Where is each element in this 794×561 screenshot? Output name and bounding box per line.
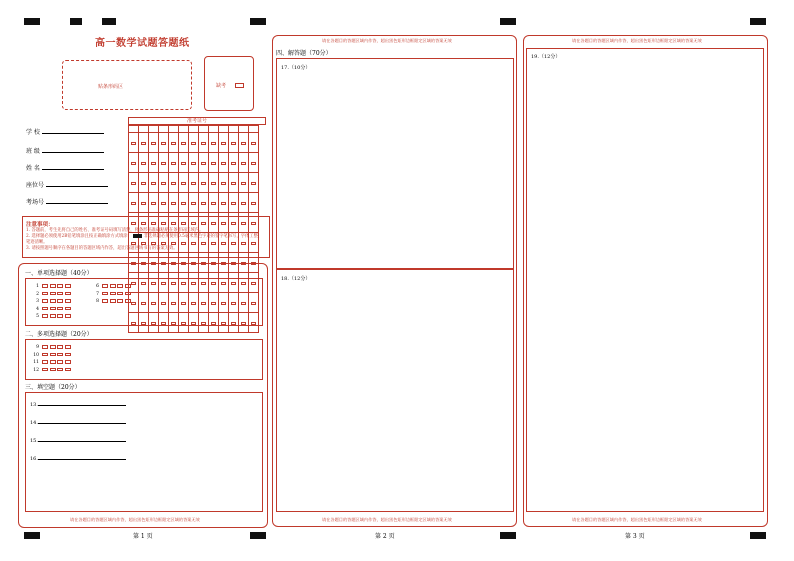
fill-blank-row[interactable] — [30, 402, 126, 408]
exam-digit-entry-cell[interactable] — [229, 126, 239, 133]
exam-digit-entry-cell[interactable] — [139, 126, 149, 133]
notice-line: 2. 选择题必须使用2B铅笔填涂且按正确填涂方式填涂： 非选择题必须使用0.5毫米黑色字迹的签字笔书写，字体工整、笔迹清晰。 — [26, 234, 263, 245]
page-number: 第 1 页 — [133, 533, 153, 540]
option-bubble[interactable] — [50, 353, 56, 357]
bubble[interactable] — [181, 162, 186, 165]
option-bubble[interactable] — [65, 353, 71, 357]
exam-digit-bubble[interactable] — [249, 153, 259, 173]
bubble[interactable] — [231, 182, 236, 185]
option-bubble[interactable] — [57, 368, 63, 372]
question-row — [30, 307, 72, 313]
question-number: 2 — [36, 291, 39, 297]
exam-digit-bubble[interactable] — [139, 173, 149, 193]
option-bubble[interactable] — [57, 345, 63, 349]
option-bubble[interactable] — [50, 284, 56, 288]
option-bubble[interactable] — [57, 360, 63, 364]
question-19-label: 19.（12分） — [531, 54, 561, 60]
absent-checkbox[interactable] — [235, 83, 244, 88]
page-number: 第 2 页 — [375, 533, 395, 540]
bubble[interactable] — [161, 182, 166, 185]
bubble[interactable] — [141, 182, 146, 185]
barcode-area — [62, 60, 192, 110]
exam-digit-bubble[interactable] — [179, 193, 189, 213]
registration-mark — [750, 532, 766, 539]
bubble[interactable] — [211, 202, 216, 205]
registration-mark — [500, 18, 516, 25]
exam-digit-bubble[interactable] — [219, 133, 229, 153]
bubble[interactable] — [171, 202, 176, 205]
bubble[interactable] — [241, 142, 246, 145]
question-number: 8 — [96, 299, 99, 305]
exam-digit-bubble[interactable] — [129, 193, 139, 213]
field-class[interactable] — [26, 146, 116, 163]
bubble[interactable] — [181, 142, 186, 145]
bubble[interactable] — [151, 142, 156, 145]
option-bubble[interactable] — [117, 292, 123, 296]
bubble[interactable] — [161, 202, 166, 205]
option-bubble[interactable] — [57, 314, 63, 318]
bubble[interactable] — [251, 162, 256, 165]
exam-digit-bubble[interactable] — [249, 173, 259, 193]
multi-choice-box — [25, 339, 263, 380]
exam-digit-bubble[interactable] — [169, 173, 179, 193]
exam-digit-bubble[interactable] — [209, 153, 219, 173]
fill-blank-row[interactable] — [30, 420, 126, 426]
bubble[interactable] — [221, 162, 226, 165]
option-bubble[interactable] — [117, 299, 123, 303]
bubble[interactable] — [201, 202, 206, 205]
exam-digit-bubble[interactable] — [129, 153, 139, 173]
exam-number-label: 准考证号 — [128, 117, 266, 125]
exam-digit-bubble[interactable] — [219, 173, 229, 193]
bubble[interactable] — [161, 162, 166, 165]
bubble[interactable] — [181, 202, 186, 205]
option-bubble[interactable] — [50, 307, 56, 311]
bubble[interactable] — [221, 202, 226, 205]
option-bubble[interactable] — [57, 292, 63, 296]
option-bubble[interactable] — [42, 284, 48, 288]
registration-mark — [250, 18, 266, 25]
bubble[interactable] — [151, 202, 156, 205]
field-label: 姓 名 — [26, 165, 40, 172]
question-row — [30, 299, 72, 305]
question-row — [30, 353, 72, 359]
question-number: 6 — [96, 284, 99, 290]
fill-blank-line[interactable] — [38, 405, 126, 406]
bubble[interactable] — [191, 162, 196, 165]
bubble[interactable] — [191, 202, 196, 205]
option-bubble[interactable] — [57, 307, 63, 311]
exam-digit-entry-cell[interactable] — [249, 126, 259, 133]
bubble[interactable] — [201, 162, 206, 165]
option-bubble[interactable] — [125, 284, 131, 288]
exam-digit-bubble[interactable] — [179, 153, 189, 173]
bubble[interactable] — [151, 162, 156, 165]
section-answer-title: 四、解答题（70分） — [276, 50, 332, 57]
student-info-fields — [26, 127, 116, 214]
absent-area — [204, 56, 254, 111]
bubble[interactable] — [231, 202, 236, 205]
question-row — [30, 345, 72, 351]
registration-mark — [750, 18, 766, 25]
bubble[interactable] — [221, 142, 226, 145]
option-bubble[interactable] — [50, 299, 56, 303]
option-bubble[interactable] — [57, 353, 63, 357]
question-number: 10 — [33, 352, 39, 358]
option-bubble[interactable] — [102, 284, 108, 288]
section-single-title: 一、单项选择题（40分） — [25, 270, 93, 277]
field-seat[interactable] — [26, 180, 116, 197]
exam-digit-bubble[interactable] — [159, 173, 169, 193]
exam-digit-bubble[interactable] — [189, 133, 199, 153]
exam-digit-bubble[interactable] — [229, 173, 239, 193]
notice-line: 1. 答题前，考生先将自己的姓名、准考证号码填写清楚，将条形码准确粘贴在条形码区域内。 — [26, 228, 204, 233]
option-bubble[interactable] — [50, 345, 56, 349]
option-bubble[interactable] — [110, 292, 116, 296]
exam-digit-bubble[interactable] — [129, 133, 139, 153]
fill-blank-number: 14. — [30, 420, 38, 426]
bubble[interactable] — [141, 162, 146, 165]
bubble[interactable] — [141, 142, 146, 145]
exam-digit-bubble[interactable] — [179, 133, 189, 153]
bubble[interactable] — [211, 162, 216, 165]
barcode-label: 贴条形码区 — [98, 84, 124, 90]
exam-digit-bubble[interactable] — [169, 193, 179, 213]
exam-digit-bubble[interactable] — [189, 173, 199, 193]
question-row — [90, 292, 132, 298]
option-bubble[interactable] — [65, 345, 71, 349]
bubble[interactable] — [131, 142, 136, 145]
exam-digit-bubble[interactable] — [239, 193, 249, 213]
bubble[interactable] — [181, 182, 186, 185]
bubble[interactable] — [231, 162, 236, 165]
exam-digit-bubble[interactable] — [249, 133, 259, 153]
single-choice-box — [25, 278, 263, 326]
question-row — [90, 284, 132, 290]
question-row — [30, 284, 72, 290]
answer-warning: 请在各题目的答题区域内作答，超出黑色矩形边框限定区域的答案无效 — [70, 517, 200, 522]
option-bubble[interactable] — [65, 292, 71, 296]
exam-digit-bubble[interactable] — [199, 173, 209, 193]
answer-warning: 请在各题目的答题区域内作答，超出黑色矩形边框限定区域的答案无效 — [322, 517, 452, 522]
exam-digit-entry-cell[interactable] — [199, 126, 209, 133]
field-label: 考场号 — [26, 199, 45, 206]
option-bubble[interactable] — [125, 292, 131, 296]
section-multi-title: 二、多项选择题（20分） — [25, 331, 93, 338]
bubble[interactable] — [191, 182, 196, 185]
option-bubble[interactable] — [125, 299, 131, 303]
bubble[interactable] — [241, 202, 246, 205]
registration-mark — [500, 532, 516, 539]
bubble[interactable] — [251, 182, 256, 185]
exam-digit-entry-cell[interactable] — [159, 126, 169, 133]
option-bubble[interactable] — [65, 314, 71, 318]
bubble[interactable] — [171, 182, 176, 185]
exam-digit-bubble[interactable] — [149, 173, 159, 193]
bubble[interactable] — [171, 162, 176, 165]
question-19-box[interactable] — [526, 48, 764, 512]
bubble[interactable] — [151, 182, 156, 185]
field-label: 学 校 — [26, 129, 40, 136]
option-bubble[interactable] — [57, 284, 63, 288]
fill-blank-line[interactable] — [38, 459, 126, 460]
exam-digit-bubble[interactable] — [139, 153, 149, 173]
answer-warning: 请在各题目的答题区域内作答，超出黑色矩形边框限定区域的答案无效 — [572, 517, 702, 522]
option-bubble[interactable] — [110, 299, 116, 303]
registration-mark — [102, 18, 116, 25]
exam-digit-bubble[interactable] — [209, 193, 219, 213]
option-bubble[interactable] — [50, 314, 56, 318]
exam-digit-bubble[interactable] — [139, 133, 149, 153]
notice-box — [22, 216, 270, 258]
question-row — [30, 314, 72, 320]
answer-warning: 请在各题目的答题区域内作答，超出黑色矩形边框限定区域的答案无效 — [572, 38, 702, 43]
registration-mark — [70, 18, 82, 25]
answer-warning: 请在各题目的答题区域内作答，超出黑色矩形边框限定区域的答案无效 — [322, 38, 452, 43]
exam-digit-bubble[interactable] — [189, 193, 199, 213]
bubble[interactable] — [141, 202, 146, 205]
exam-digit-bubble[interactable] — [209, 133, 219, 153]
fill-blank-box — [25, 392, 263, 512]
exam-digit-bubble[interactable] — [159, 193, 169, 213]
field-label: 班 级 — [26, 148, 40, 155]
bubble[interactable] — [131, 202, 136, 205]
exam-digit-entry-cell[interactable] — [209, 126, 219, 133]
option-bubble[interactable] — [42, 368, 48, 372]
option-bubble[interactable] — [110, 284, 116, 288]
bubble[interactable] — [191, 142, 196, 145]
notice-line: 3. 请按照题号顺序在各题目的答题区域内作答，超出答题区域书写的答案无效。 — [26, 246, 178, 251]
exam-digit-bubble[interactable] — [159, 133, 169, 153]
option-bubble[interactable] — [102, 292, 108, 296]
fill-blank-row[interactable] — [30, 438, 126, 444]
fill-blank-line[interactable] — [38, 441, 126, 442]
exam-digit-bubble[interactable] — [209, 173, 219, 193]
question-row — [30, 368, 72, 374]
bubble[interactable] — [221, 182, 226, 185]
notice-title: 注意事项： — [26, 222, 54, 228]
exam-digit-entry-cell[interactable] — [149, 126, 159, 133]
bubble[interactable] — [131, 182, 136, 185]
exam-digit-bubble[interactable] — [199, 193, 209, 213]
exam-digit-entry-cell[interactable] — [179, 126, 189, 133]
option-bubble[interactable] — [65, 368, 71, 372]
exam-digit-bubble[interactable] — [219, 193, 229, 213]
exam-digit-bubble[interactable] — [249, 193, 259, 213]
option-bubble[interactable] — [42, 345, 48, 349]
question-number: 3 — [36, 299, 39, 305]
exam-digit-bubble[interactable] — [149, 153, 159, 173]
exam-digit-entry-cell[interactable] — [239, 126, 249, 133]
question-number: 5 — [36, 314, 39, 320]
exam-digit-bubble[interactable] — [139, 193, 149, 213]
bubble[interactable] — [171, 142, 176, 145]
exam-digit-bubble[interactable] — [239, 153, 249, 173]
exam-digit-bubble[interactable] — [189, 153, 199, 173]
registration-mark — [250, 532, 266, 539]
option-bubble[interactable] — [50, 360, 56, 364]
exam-digit-bubble[interactable] — [159, 153, 169, 173]
exam-digit-bubble[interactable] — [239, 173, 249, 193]
fill-sample-icon — [133, 234, 142, 238]
option-bubble[interactable] — [42, 292, 48, 296]
bubble[interactable] — [251, 202, 256, 205]
exam-digit-entry-cell[interactable] — [189, 126, 199, 133]
exam-digit-bubble[interactable] — [199, 133, 209, 153]
exam-digit-bubble[interactable] — [149, 193, 159, 213]
bubble[interactable] — [241, 162, 246, 165]
page-number: 第 3 页 — [625, 533, 645, 540]
exam-digit-bubble[interactable] — [229, 193, 239, 213]
field-school[interactable] — [26, 127, 116, 146]
option-bubble[interactable] — [50, 292, 56, 296]
question-number: 1 — [36, 284, 39, 290]
bubble[interactable] — [211, 142, 216, 145]
bubble[interactable] — [201, 182, 206, 185]
question-row — [90, 299, 132, 305]
option-bubble[interactable] — [42, 360, 48, 364]
registration-mark — [24, 532, 40, 539]
registration-mark — [24, 18, 40, 25]
option-bubble[interactable] — [42, 314, 48, 318]
bubble[interactable] — [241, 182, 246, 185]
bubble[interactable] — [201, 142, 206, 145]
fill-blank-number: 13. — [30, 402, 38, 408]
question-number: 4 — [36, 306, 39, 312]
absent-label: 缺考 — [216, 83, 227, 89]
sheet-title: 高一数学试题答题纸 — [95, 38, 190, 49]
exam-digit-bubble[interactable] — [169, 133, 179, 153]
question-number: 11 — [33, 360, 39, 366]
option-bubble[interactable] — [50, 368, 56, 372]
fill-blank-number: 15. — [30, 438, 38, 444]
bubble[interactable] — [251, 142, 256, 145]
field-name[interactable] — [26, 163, 116, 180]
exam-digit-bubble[interactable] — [149, 133, 159, 153]
option-bubble[interactable] — [42, 299, 48, 303]
exam-digit-entry-cell[interactable] — [169, 126, 179, 133]
exam-digit-bubble[interactable] — [219, 153, 229, 173]
exam-digit-entry-cell[interactable] — [219, 126, 229, 133]
exam-digit-bubble[interactable] — [129, 173, 139, 193]
exam-digit-entry-cell[interactable] — [129, 126, 139, 133]
question-number: 12 — [33, 367, 39, 373]
question-17-label: 17.（10分） — [281, 65, 311, 71]
question-17-box[interactable] — [276, 58, 514, 269]
bubble[interactable] — [131, 162, 136, 165]
bubble[interactable] — [161, 142, 166, 145]
question-number: 7 — [96, 291, 99, 297]
fill-blank-number: 16. — [30, 456, 38, 462]
exam-digit-bubble[interactable] — [229, 153, 239, 173]
question-row — [30, 360, 72, 366]
exam-digit-bubble[interactable] — [179, 173, 189, 193]
option-bubble[interactable] — [65, 284, 71, 288]
exam-digit-bubble[interactable] — [239, 133, 249, 153]
fill-blank-row[interactable] — [30, 456, 126, 462]
option-bubble[interactable] — [102, 299, 108, 303]
exam-digit-bubble[interactable] — [169, 153, 179, 173]
question-18-label: 18.（12分） — [281, 276, 311, 282]
option-bubble[interactable] — [42, 353, 48, 357]
option-bubble[interactable] — [65, 360, 71, 364]
bubble[interactable] — [211, 182, 216, 185]
question-row — [30, 292, 72, 298]
fill-blank-line[interactable] — [38, 423, 126, 424]
option-bubble[interactable] — [42, 307, 48, 311]
exam-digit-bubble[interactable] — [229, 133, 239, 153]
field-label: 座位号 — [26, 182, 45, 189]
bubble[interactable] — [231, 142, 236, 145]
option-bubble[interactable] — [65, 299, 71, 303]
option-bubble[interactable] — [117, 284, 123, 288]
question-number: 9 — [36, 345, 39, 351]
field-room[interactable] — [26, 197, 116, 214]
section-fill-title: 三、填空题（20分） — [25, 384, 81, 391]
option-bubble[interactable] — [57, 299, 63, 303]
question-18-box[interactable] — [276, 269, 514, 512]
option-bubble[interactable] — [65, 307, 71, 311]
exam-digit-bubble[interactable] — [199, 153, 209, 173]
